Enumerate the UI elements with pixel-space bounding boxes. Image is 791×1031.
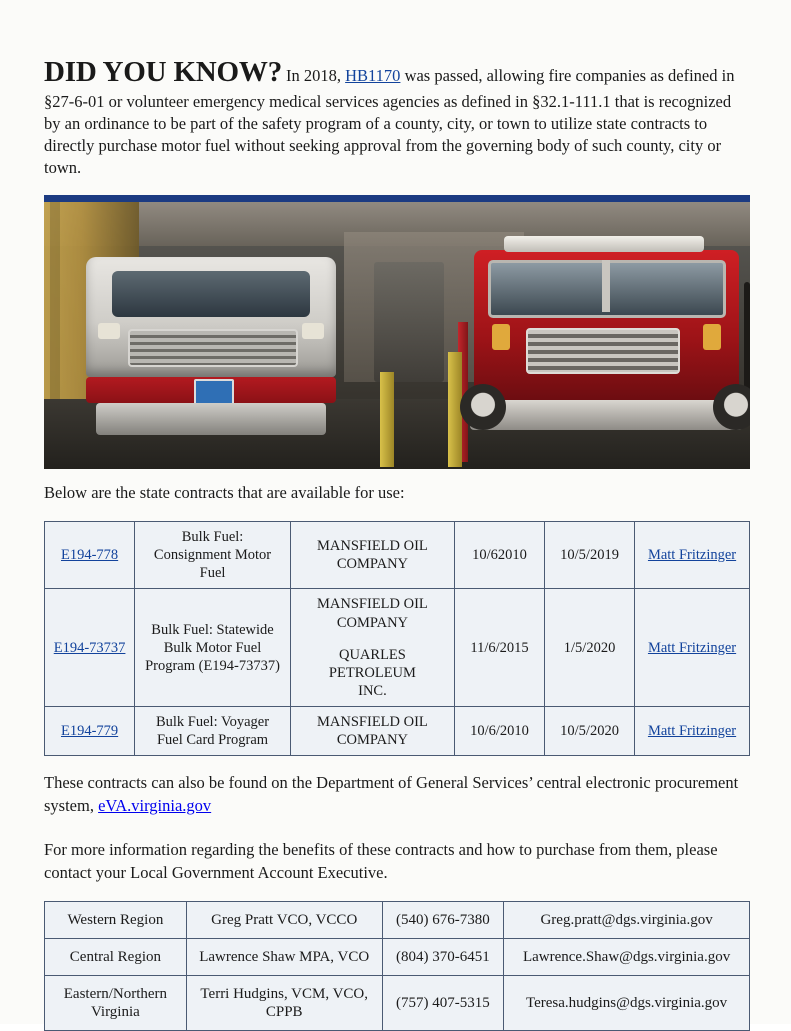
eva-text: These contracts can also be found on the Department of General Services’ central electronic procurement system,	[44, 773, 739, 815]
contract-contact-cell	[635, 707, 750, 756]
contact-email-cell: Lawrence.Shaw@dgs.virginia.gov	[504, 938, 750, 975]
contract-id-cell	[45, 707, 135, 756]
contract-end-date-cell: 1/5/2020	[545, 589, 635, 707]
vendor-line-2: COMPANY	[336, 614, 409, 631]
table-row	[45, 975, 750, 1030]
photo-equipment-rack	[374, 262, 444, 382]
contract-contact-link[interactable]: Matt Fritzinger	[647, 547, 737, 564]
contact-region-cell: Central Region	[45, 938, 187, 975]
table-row	[45, 589, 750, 707]
contract-description-cell: Bulk Fuel: Voyager Fuel Card Program	[135, 707, 291, 756]
contact-name-cell: Greg Pratt VCO, VCCO	[186, 901, 382, 938]
photo-block	[44, 195, 750, 469]
eva-link[interactable]: eVA.virginia.gov	[98, 795, 212, 815]
account-executive-paragraph: For more information regarding the benefits of these contracts and how to purchase from them, please contact your Local Government Account Executive.	[44, 840, 718, 882]
intro-text-before-link: In 2018,	[286, 65, 346, 85]
contact-phone-cell: (540) 676-7380	[382, 901, 504, 938]
vendor-line-1: MANSFIELD OIL	[317, 596, 428, 613]
contracts-table	[44, 521, 750, 756]
fire-truck-right	[474, 232, 739, 452]
contract-contact-cell	[635, 522, 750, 589]
contract-id-link[interactable]: E194-73737	[53, 639, 126, 656]
contract-description-cell: Bulk Fuel: Consignment Motor Fuel	[135, 522, 291, 589]
table-row	[45, 901, 750, 938]
fire-truck-left	[86, 257, 336, 447]
vendor-line-2: COMPANY	[336, 556, 409, 573]
contract-contact-link[interactable]: Matt Fritzinger	[647, 723, 737, 740]
photo-top-rule	[44, 195, 750, 202]
contact-name-cell: Lawrence Shaw MPA, VCO	[186, 938, 382, 975]
contract-end-date-cell: 10/5/2019	[545, 522, 635, 589]
table-row	[45, 938, 750, 975]
page-title: DID YOU KNOW?	[44, 55, 282, 88]
intro-text-after-link: was passed, allowing fire companies as defined in §27-6-01 or volunteer emergency medical services agencies as defined in §32.1-111.1 that is recognized by an ordinance to be part of the safety program of a county, city, or town to utilize state contracts to directly purchase motor fuel without seeking approval from the governing body of such county, city or town.	[44, 65, 735, 177]
contract-contact-link[interactable]: Matt Fritzinger	[647, 639, 737, 656]
table-row	[45, 522, 750, 589]
contact-phone-cell: (804) 370-6451	[382, 938, 504, 975]
contract-start-date-cell: 10/6/2010	[454, 707, 544, 756]
document-content	[44, 36, 750, 1031]
contract-vendor-cell	[290, 589, 454, 707]
contact-email-cell: Teresa.hudgins@dgs.virginia.gov	[504, 975, 750, 1030]
contract-vendor-cell	[290, 707, 454, 756]
contract-id-cell	[45, 522, 135, 589]
fire-trucks-photo	[44, 202, 750, 469]
contacts-table	[44, 901, 750, 1031]
contact-name-cell: Terri Hudgins, VCM, VCO, CPPB	[186, 975, 382, 1030]
photo-bollard-left	[380, 372, 394, 467]
contract-start-date-cell: 11/6/2015	[454, 589, 544, 707]
contact-email-cell: Greg.pratt@dgs.virginia.gov	[504, 901, 750, 938]
contract-end-date-cell: 10/5/2020	[545, 707, 635, 756]
vendor-line-4: INC.	[358, 682, 387, 699]
contact-region-cell: Western Region	[45, 901, 187, 938]
contracts-lead-text: Below are the state contracts that are available for use:	[44, 483, 405, 503]
vendor-line-1: MANSFIELD OIL	[317, 538, 428, 555]
hb1170-link[interactable]: HB1170	[345, 65, 401, 85]
contract-contact-cell	[635, 589, 750, 707]
eva-paragraph	[44, 772, 750, 817]
contract-start-date-cell: 10/62010	[454, 522, 544, 589]
contract-id-link[interactable]: E194-779	[60, 723, 119, 740]
contact-phone-cell: (757) 407-5315	[382, 975, 504, 1030]
contract-id-link[interactable]: E194-778	[60, 547, 119, 564]
contract-description-cell: Bulk Fuel: Statewide Bulk Motor Fuel Program (E194-73737)	[135, 589, 291, 707]
vendor-line-1: MANSFIELD OIL	[317, 714, 428, 731]
contact-region-cell: Eastern/Northern Virginia	[45, 975, 187, 1030]
intro-paragraph	[44, 53, 750, 179]
contract-vendor-cell	[290, 522, 454, 589]
contract-id-cell	[45, 589, 135, 707]
vendor-line-3: QUARLES PETROLEUM	[328, 646, 416, 681]
table-row	[45, 707, 750, 756]
vendor-line-2: COMPANY	[336, 732, 409, 749]
